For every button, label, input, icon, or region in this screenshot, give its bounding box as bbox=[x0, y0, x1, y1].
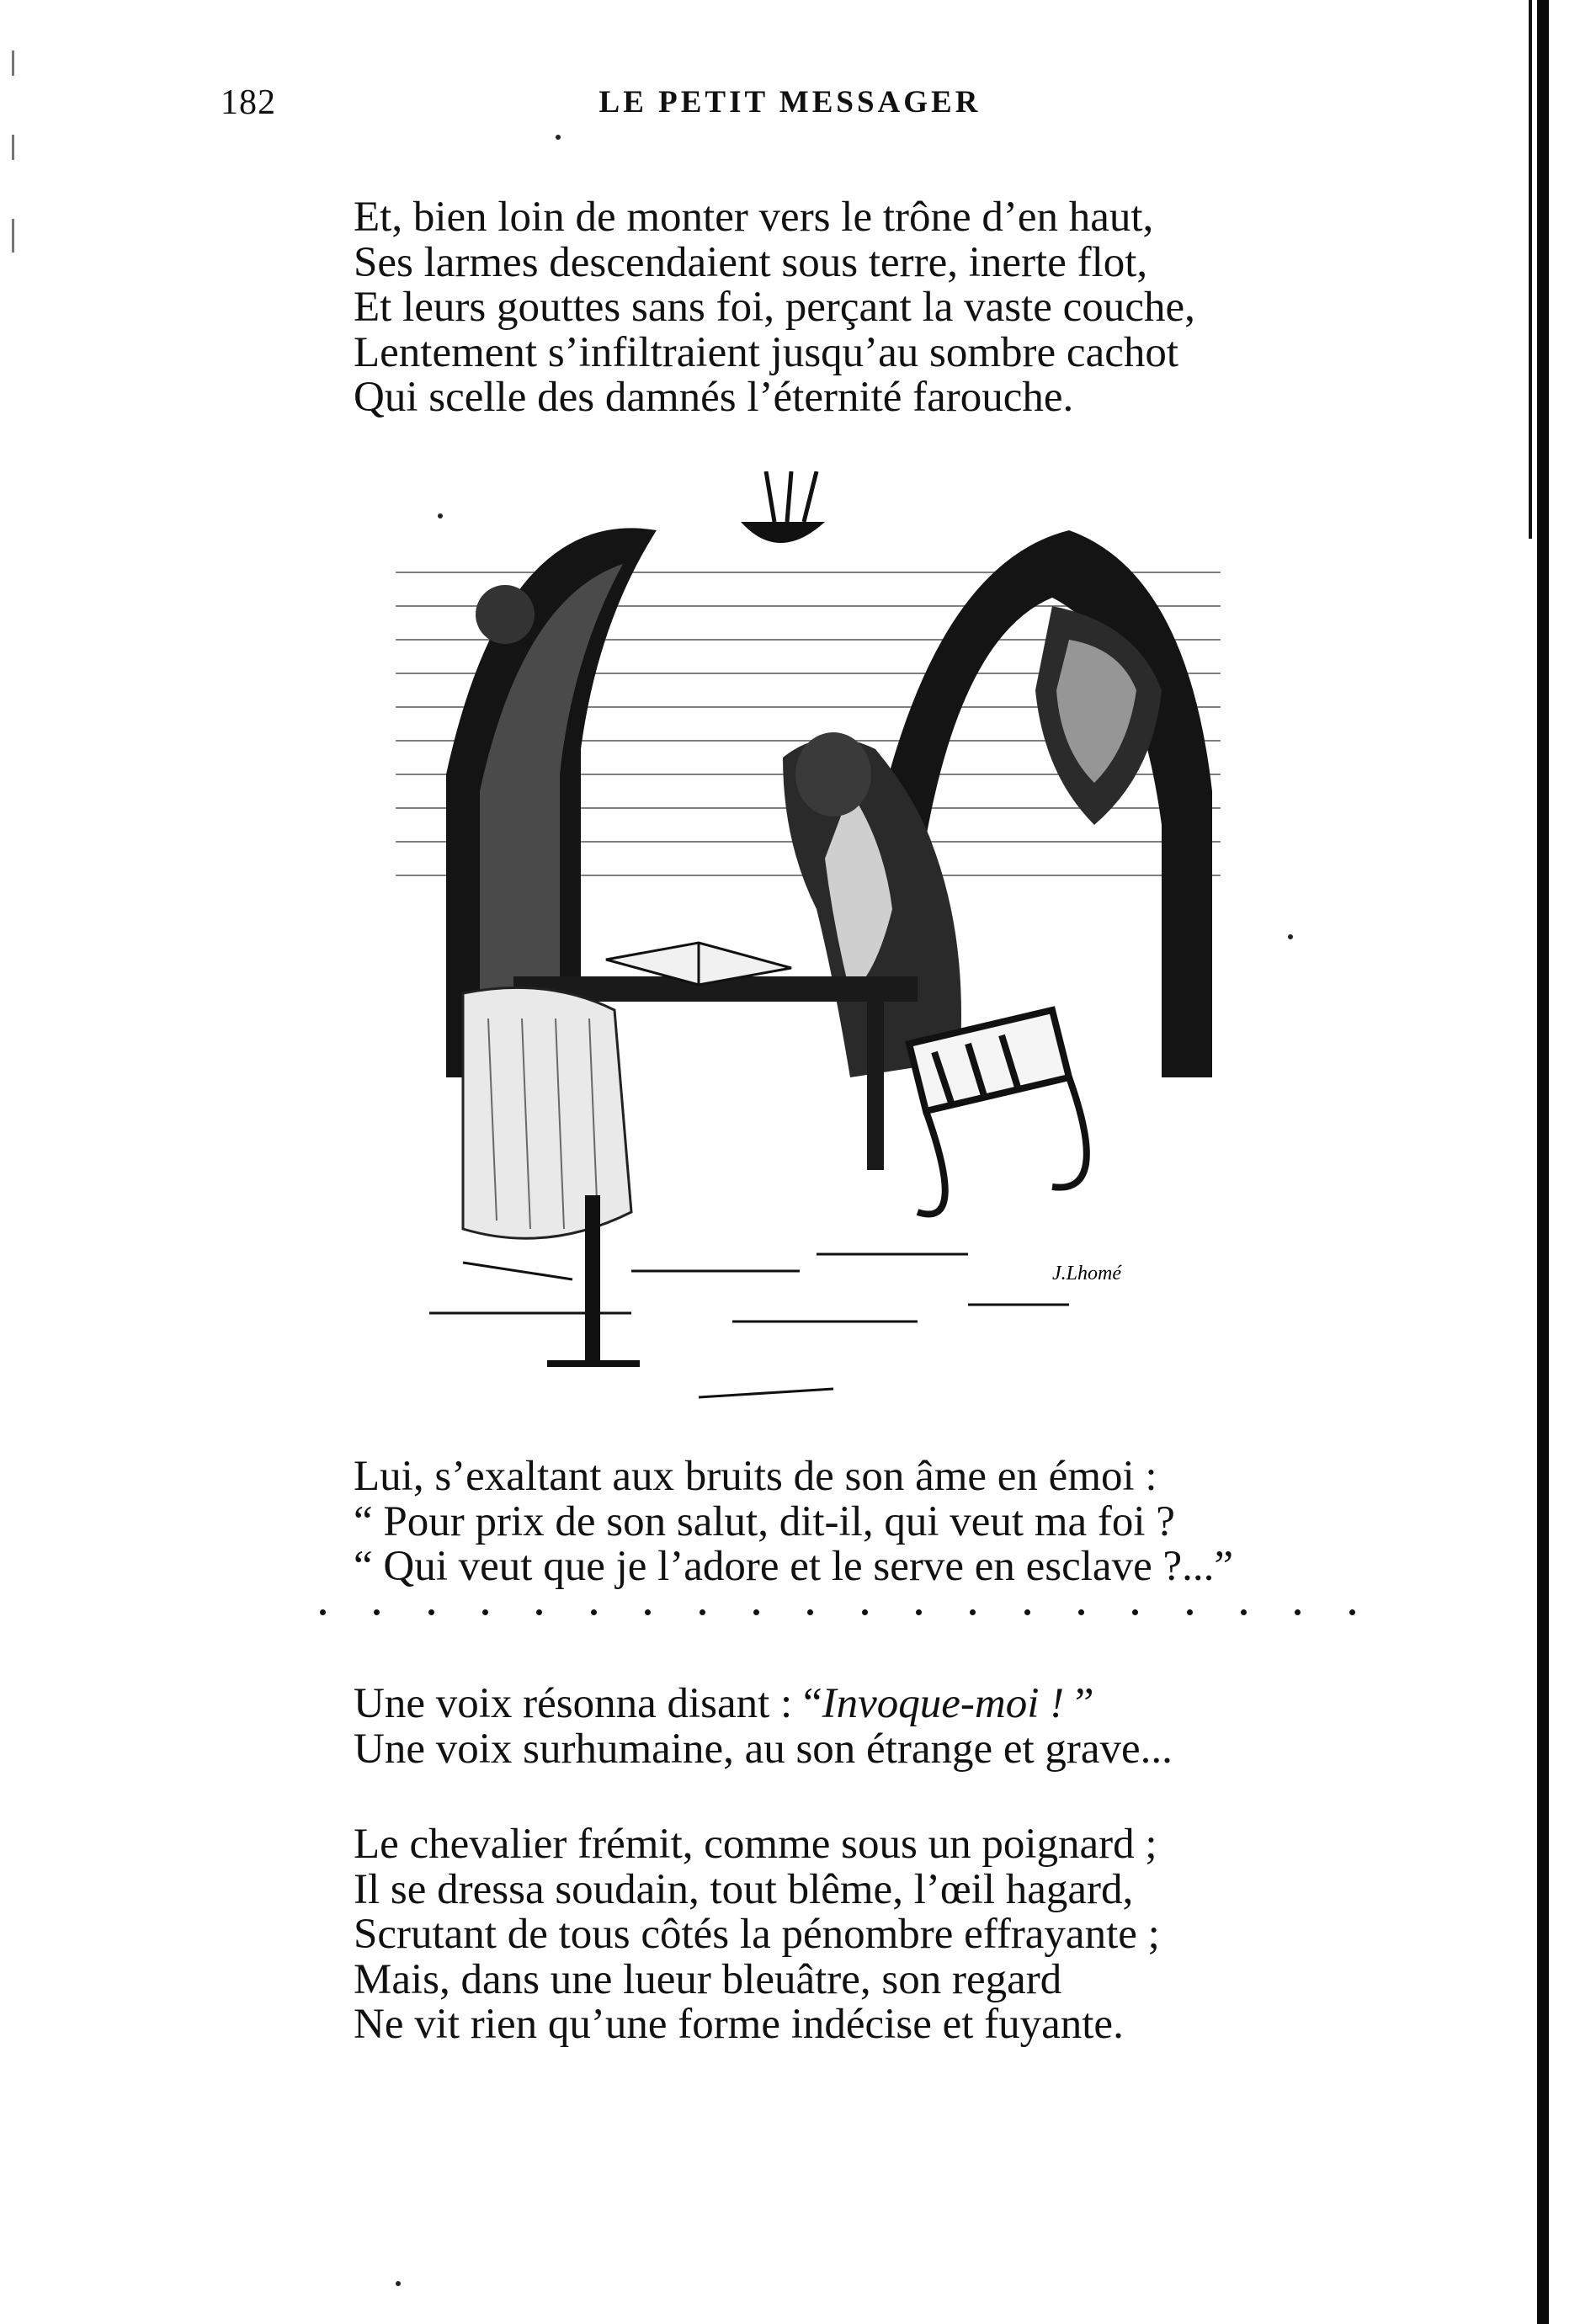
knight-engraving bbox=[379, 471, 1246, 1431]
scan-speck bbox=[556, 135, 561, 140]
scan-speck bbox=[1288, 934, 1293, 939]
separator-dot bbox=[1349, 1609, 1355, 1615]
stanza-2 bbox=[354, 1454, 1364, 1590]
separator-dot bbox=[645, 1609, 651, 1615]
verse-line: “ Qui veut que je l’adore et le serve en esclave ?...” bbox=[354, 1543, 1233, 1590]
separator-dot bbox=[916, 1609, 922, 1615]
stanza-1 bbox=[354, 195, 1364, 421]
verse-line: Il se dressa soudain, tout blême, l’œil hagard, bbox=[354, 1865, 1134, 1913]
verse-line: Ne vit rien qu’une forme indécise et fuyante. bbox=[354, 2001, 1124, 2048]
separator-dot bbox=[591, 1609, 597, 1615]
separator-dot bbox=[970, 1609, 976, 1615]
separator-dot bbox=[482, 1609, 488, 1615]
verse-line: Une voix surhumaine, au son étrange et grave... bbox=[354, 1725, 1173, 1773]
scan-speck bbox=[396, 2281, 401, 2286]
verse-line: Scrutant de tous côtés la pénombre effrayante ; bbox=[354, 1911, 1160, 1958]
separator-dot bbox=[1078, 1609, 1084, 1615]
page-number: 182 bbox=[221, 83, 276, 122]
page-edge-rule-thin bbox=[1529, 0, 1532, 539]
separator-dot bbox=[536, 1609, 542, 1615]
scan-mark bbox=[12, 219, 14, 253]
separator-dot bbox=[862, 1609, 868, 1615]
separator-dot bbox=[428, 1609, 434, 1615]
verse-line: Et leurs gouttes sans foi, perçant la vaste couche, bbox=[354, 284, 1195, 331]
verse-italic-text: Invoque-moi ! bbox=[822, 1680, 1065, 1727]
ellipsis-separator bbox=[320, 1609, 1355, 1615]
verse-line: Mais, dans une lueur bleuâtre, son regard bbox=[354, 1955, 1062, 2003]
stanza-3 bbox=[354, 1682, 1364, 1772]
verse-line: Ses larmes descendaient sous terre, inerte flot, bbox=[354, 238, 1148, 286]
separator-dot bbox=[320, 1609, 326, 1615]
artist-signature: J.Lhomé bbox=[1052, 1263, 1121, 1284]
verse-line: “ Pour prix de son salut, dit-il, qui veut ma foi ? bbox=[354, 1497, 1175, 1545]
scan-mark bbox=[12, 135, 14, 160]
separator-dot bbox=[374, 1609, 380, 1615]
stanza-4 bbox=[354, 1822, 1364, 2048]
verse-line: Lui, s’exaltant aux bruits de son âme en émoi : bbox=[354, 1453, 1157, 1500]
separator-dot bbox=[807, 1609, 813, 1615]
scan-mark bbox=[12, 51, 14, 76]
verse-line: Qui scelle des damnés l’éternité farouche. bbox=[354, 374, 1074, 421]
separator-dot bbox=[1295, 1609, 1301, 1615]
separator-dot bbox=[1241, 1609, 1247, 1615]
separator-dot bbox=[700, 1609, 705, 1615]
verse-line bbox=[354, 1682, 1364, 1727]
verse-line: Et, bien loin de monter vers le trône d’en haut, bbox=[354, 194, 1154, 241]
separator-dot bbox=[1024, 1609, 1030, 1615]
verse-line: Le chevalier frémit, comme sous un poignard ; bbox=[354, 1821, 1157, 1868]
verse-text: Une voix résonna disant : “ bbox=[354, 1680, 822, 1727]
separator-dot bbox=[753, 1609, 759, 1615]
separator-dot bbox=[1187, 1609, 1193, 1615]
scan-speck bbox=[438, 513, 443, 519]
separator-dot bbox=[1132, 1609, 1138, 1615]
page-edge-rule bbox=[1537, 0, 1549, 2324]
running-title: LE PETIT MESSAGER bbox=[598, 85, 982, 120]
verse-text: ” bbox=[1064, 1680, 1094, 1727]
verse-line: Lentement s’infiltraient jusqu’au sombre cachot bbox=[354, 328, 1179, 376]
